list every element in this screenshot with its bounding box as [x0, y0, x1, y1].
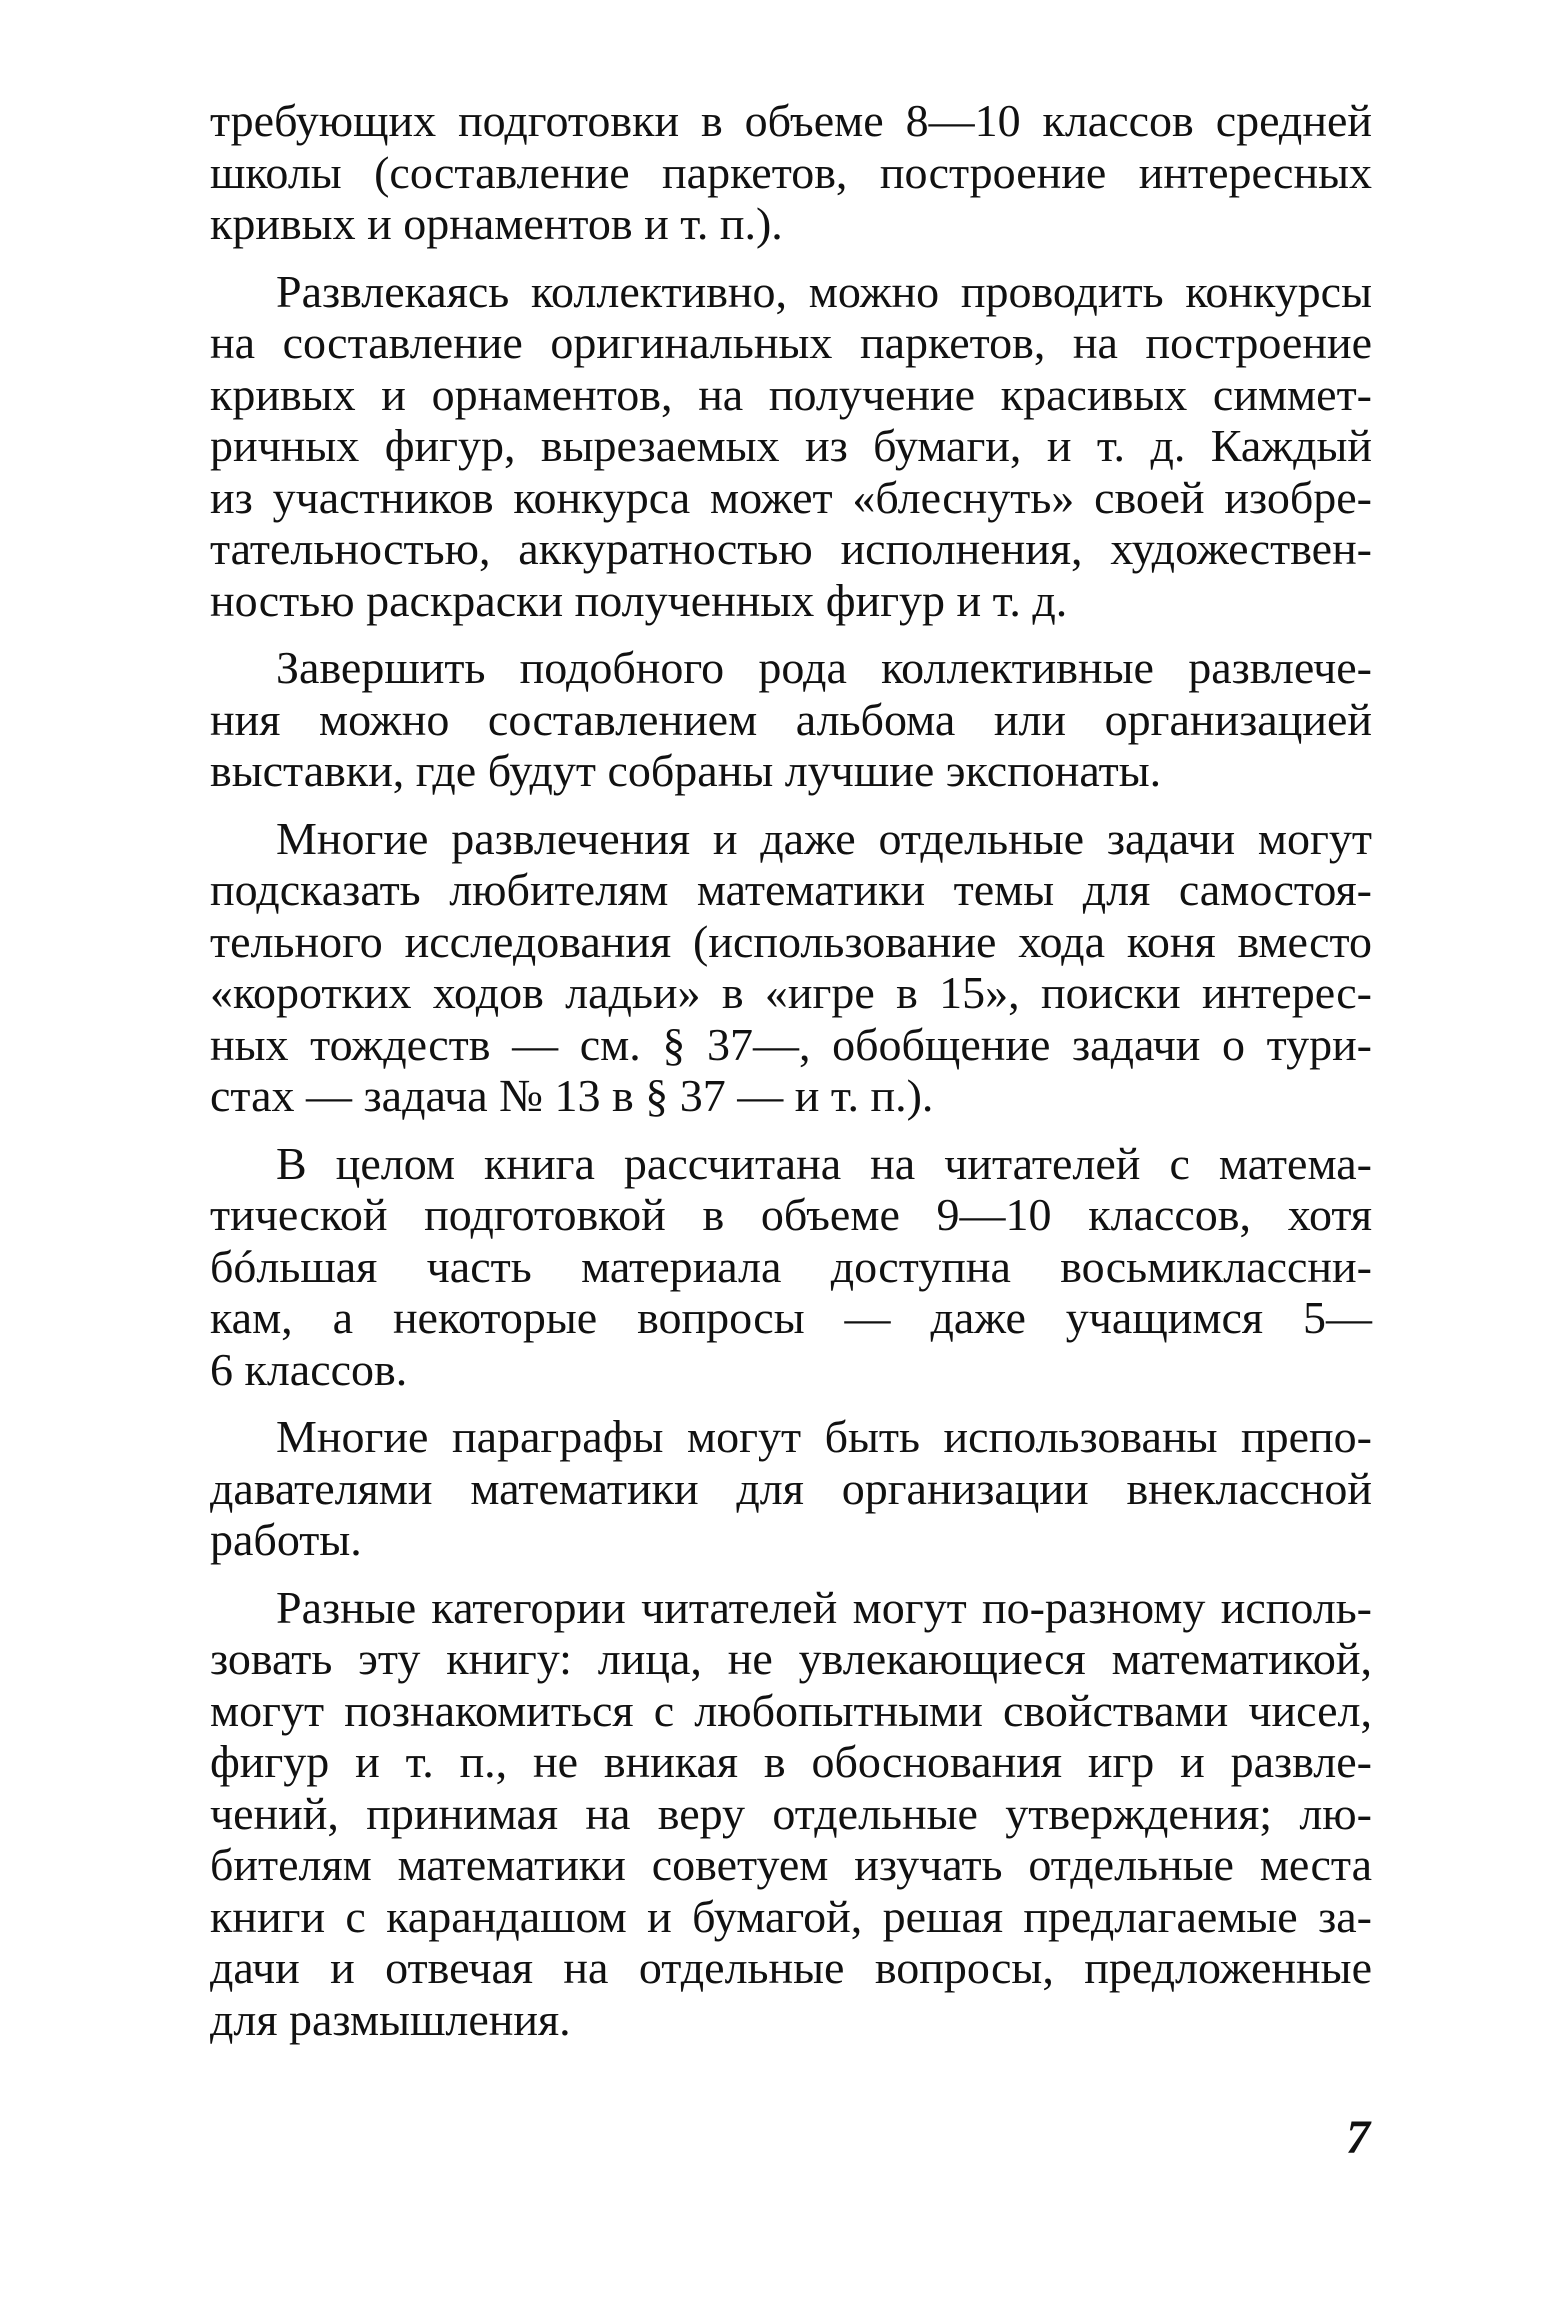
- text-line: «коротких ходов ладьи» в «игре в 15», поиски интерес-: [210, 967, 1372, 1018]
- text-line: фигур и т. п., не вникая в обоснования игр и развле-: [210, 1736, 1372, 1787]
- page-body: [210, 95, 1372, 2061]
- text-line: стах — задача № 13 в § 37 — и т. п.).: [210, 1070, 934, 1121]
- text-line: кривых и орнаментов и т. п.).: [210, 198, 783, 249]
- paragraph-6: [210, 1411, 1372, 1566]
- text-line: книги с карандашом и бумагой, решая предлагаемые за-: [210, 1890, 1372, 1942]
- text-line: работы.: [210, 1514, 362, 1565]
- text-line: тельного исследования (использование хода коня вместо: [210, 915, 1372, 967]
- text-line: Завершить подобного рода коллективные развлече-: [276, 642, 1372, 693]
- text-line: бителям математики советуем изучать отдельные места: [210, 1839, 1372, 1890]
- text-line: дачи и отвечая на отдельные вопросы, предложенные: [210, 1942, 1372, 1993]
- text-line: 6 классов.: [210, 1343, 408, 1395]
- text-line: кам, а некоторые вопросы — даже учащимся 5—: [210, 1292, 1372, 1343]
- text-line: требующих подготовки в объеме 8—10 классов средней: [210, 95, 1372, 146]
- paragraph-4: [210, 813, 1372, 1122]
- text-line: для размышления.: [210, 1993, 571, 2045]
- text-line: из участников конкурса может «блеснуть» своей изобре-: [210, 471, 1372, 523]
- text-line: ных тождеств — см. § 37—, обобщение задачи о тури-: [210, 1018, 1372, 1070]
- paragraph-3: [210, 642, 1372, 797]
- paragraph-1: [210, 95, 1372, 250]
- text-line: тической подготовкой в объеме 9—10 классов, хотя: [210, 1189, 1372, 1240]
- text-line: Многие развлечения и даже отдельные задачи могут: [276, 812, 1372, 864]
- text-line: кривых и орнаментов, на получение красивых симмет-: [210, 368, 1372, 420]
- text-line: давателями математики для организации внеклассной: [210, 1462, 1372, 1514]
- paragraph-2: [210, 266, 1372, 627]
- text-line: тательностью, аккуратностью исполнения, художествен-: [210, 523, 1372, 574]
- text-line: В целом книга рассчитана на читателей с матема-: [276, 1137, 1372, 1189]
- text-line: на составление оригинальных паркетов, на построение: [210, 317, 1372, 368]
- text-line: Разные категории читателей могут по-разному исполь-: [276, 1581, 1372, 1633]
- text-line: школы (составление паркетов, построение интересных: [210, 146, 1372, 198]
- text-line: бóльшая часть материала доступна восьмиклассни-: [210, 1240, 1372, 1292]
- text-line: зовать эту книгу: лица, не увлекающиеся математикой,: [210, 1633, 1372, 1684]
- paragraph-5: [210, 1138, 1372, 1396]
- page-number: 7: [1346, 2111, 1370, 2164]
- text-line: Развлекаясь коллективно, можно проводить конкурсы: [276, 265, 1372, 317]
- text-line: чений, принимая на веру отдельные утверждения; лю-: [210, 1787, 1372, 1839]
- text-line: выставки, где будут собраны лучшие экспонаты.: [210, 745, 1162, 796]
- text-line: могут познакомиться с любопытными свойствами чисел,: [210, 1684, 1372, 1736]
- text-line: ричных фигур, вырезаемых из бумаги, и т. д. Каждый: [210, 420, 1372, 471]
- text-line: подсказать любителям математики темы для самостоя-: [210, 864, 1372, 915]
- text-line: ния можно составлением альбома или организацией: [210, 693, 1372, 745]
- paragraph-7: [210, 1582, 1372, 2046]
- text-line: Многие параграфы могут быть использованы препо-: [276, 1411, 1372, 1462]
- text-line: ностью раскраски полученных фигур и т. д.: [210, 574, 1068, 626]
